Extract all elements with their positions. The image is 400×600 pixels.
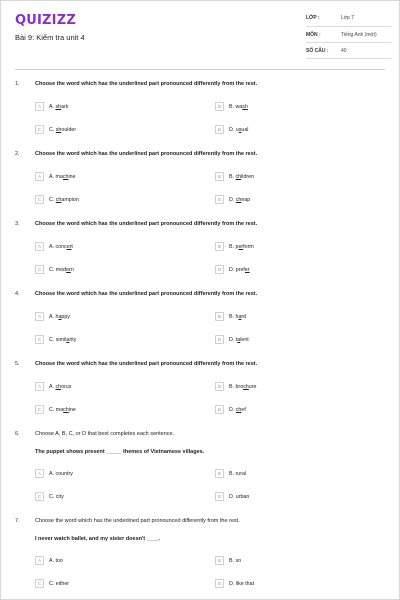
option-letter-box: D: [215, 335, 224, 344]
answer-option-d[interactable]: [215, 125, 248, 134]
option-text: [49, 384, 71, 390]
meta-value: Tiếng Anh (mới): [341, 31, 377, 38]
option-label: B.: [229, 470, 236, 477]
option-label: D.: [229, 336, 236, 343]
option-word-part: ine: [68, 406, 76, 413]
option-letter-box: C: [35, 195, 44, 204]
option-letter-box: A: [35, 556, 44, 565]
option-text: [49, 244, 73, 250]
option-label: D.: [229, 126, 236, 133]
underlined-part: ch: [235, 173, 242, 180]
option-letter-box: A: [35, 312, 44, 321]
option-text: [49, 127, 76, 133]
meta-row-class: [306, 15, 391, 27]
option-text: [229, 267, 250, 273]
option-text: [229, 244, 254, 250]
option-word-part: oulder: [61, 126, 77, 133]
option-word-part: h: [235, 313, 239, 320]
question-number: 3.: [15, 221, 20, 227]
option-word-part: form: [243, 243, 254, 250]
option-word-part: h: [55, 313, 59, 320]
option-label: A.: [49, 313, 56, 320]
question-text: Choose the word which has the underlined part pronounced differently from the rest.: [35, 81, 258, 87]
option-word-part: ine: [68, 173, 76, 180]
answer-option-b[interactable]: [215, 242, 254, 251]
option-text: [229, 337, 249, 343]
option-text: [49, 314, 70, 320]
option-letter-box: C: [35, 125, 44, 134]
option-word-part: ma: [55, 406, 64, 413]
option-text: [49, 337, 76, 343]
underlined-part: ch: [55, 383, 62, 390]
option-letter-box: C: [35, 492, 44, 501]
option-text: [229, 104, 248, 110]
underlined-part: sh: [55, 103, 62, 110]
option-letter-box: C: [35, 579, 44, 588]
answer-option-c[interactable]: [35, 195, 79, 204]
underlined-part: ch: [62, 173, 69, 180]
option-letter-box: C: [35, 265, 44, 274]
answer-option-b[interactable]: [215, 469, 246, 478]
meta-key: MÔN :: [306, 31, 321, 38]
answer-option-d[interactable]: [215, 579, 254, 588]
underlined-part: ch: [55, 196, 62, 203]
answer-option-b[interactable]: [215, 312, 246, 321]
meta-row-count: [306, 43, 391, 59]
answer-option-c[interactable]: [35, 492, 64, 501]
option-label: C.: [49, 406, 56, 413]
underlined-part: a: [237, 336, 241, 343]
option-label: C.: [49, 196, 56, 203]
option-letter-box: A: [35, 382, 44, 391]
option-label: D.: [229, 196, 236, 203]
option-word-part: bro: [235, 383, 244, 390]
option-text: [49, 494, 64, 500]
option-label: A.: [49, 470, 56, 477]
question-text: Choose the word which has the underlined part pronounced differently from the rest.: [35, 518, 240, 524]
option-letter-box: B: [215, 556, 224, 565]
answer-option-a[interactable]: [35, 469, 73, 478]
option-text: [229, 581, 254, 587]
option-text: [49, 174, 76, 180]
option-word-part: n: [70, 266, 74, 273]
underlined-part: sh: [242, 103, 248, 110]
option-text: [229, 174, 254, 180]
option-word-part: too: [55, 557, 63, 564]
option-word-part: rural: [235, 470, 247, 477]
option-label: A.: [49, 103, 56, 110]
option-letter-box: A: [35, 242, 44, 251]
option-word-part: conc: [55, 243, 67, 250]
question-number: 7.: [15, 518, 20, 524]
answer-option-d[interactable]: [215, 492, 249, 501]
meta-key: LỚP :: [306, 15, 320, 21]
option-text: [229, 558, 241, 564]
underlined-part: a: [238, 313, 242, 320]
underlined-part: ch: [63, 406, 69, 413]
underlined-part: er: [66, 266, 71, 273]
option-text: [229, 471, 246, 477]
option-word-part: u: [235, 126, 239, 133]
option-word-part: ppy: [61, 313, 70, 320]
option-label: C.: [49, 266, 56, 273]
worksheet-title: Bài 9: Kiểm tra unit 4: [15, 33, 85, 42]
option-text: [49, 267, 74, 273]
underlined-part: sh: [55, 126, 62, 133]
option-word-part: ampion: [61, 196, 79, 203]
option-label: A.: [49, 173, 56, 180]
answer-option-a[interactable]: [35, 312, 70, 321]
underlined-part: er: [244, 266, 250, 273]
option-label: D.: [229, 266, 236, 273]
answer-option-b[interactable]: [215, 382, 256, 391]
question-number: 5.: [15, 361, 20, 367]
question-number: 2.: [15, 151, 20, 157]
option-label: B.: [229, 243, 236, 250]
option-word-part: eap: [241, 196, 251, 203]
option-letter-box: A: [35, 172, 44, 181]
answer-option-c[interactable]: [35, 335, 76, 344]
option-word-part: lent: [240, 336, 249, 343]
option-label: B.: [229, 313, 236, 320]
option-word-part: p: [235, 243, 239, 250]
meta-value: Lớp 7: [341, 15, 355, 21]
underlined-part: ch: [243, 383, 249, 390]
meta-row-subject: [306, 27, 391, 43]
option-word-part: like that: [235, 580, 255, 587]
option-word-part: urban: [235, 493, 250, 500]
option-letter-box: D: [215, 195, 224, 204]
meta-key: SỐ CÂU :: [306, 47, 329, 54]
option-letter-box: B: [215, 172, 224, 181]
option-text: [49, 581, 69, 587]
option-label: D.: [229, 406, 236, 413]
option-text: [229, 494, 249, 500]
option-letter-box: B: [215, 102, 224, 111]
option-word-part: ual: [241, 126, 249, 133]
quizizz-logo: QUIZIZZ: [15, 13, 76, 28]
question-text: Choose the word which has the underlined part pronounced differently from the rest.: [35, 221, 258, 227]
answer-option-b[interactable]: [215, 102, 248, 111]
option-label: D.: [229, 493, 236, 500]
option-label: A.: [49, 383, 56, 390]
answer-option-c[interactable]: [35, 579, 69, 588]
option-word-part: country: [55, 470, 73, 477]
option-letter-box: D: [215, 125, 224, 134]
option-letter-box: D: [215, 579, 224, 588]
question-text: Choose the word which has the underlined part pronounced differently from the rest.: [35, 291, 258, 297]
option-label: C.: [49, 493, 56, 500]
header-divider: [15, 69, 385, 70]
answer-option-c[interactable]: [35, 125, 76, 134]
answer-option-b[interactable]: [215, 556, 241, 565]
option-word-part: rd: [241, 313, 247, 320]
option-word-part: ure: [248, 383, 257, 390]
option-text: [49, 197, 79, 203]
question-sentence: The puppet shows present _____ themes of Vietnamese villages.: [35, 449, 205, 455]
option-text: [49, 407, 76, 413]
answer-option-a[interactable]: [35, 556, 63, 565]
option-text: [229, 197, 250, 203]
option-letter-box: D: [215, 265, 224, 274]
meta-value: 40: [341, 47, 347, 54]
option-word-part: ma: [55, 173, 63, 180]
question-text: Choose the word which has the underlined part pronounced differently from the rest.: [35, 361, 258, 367]
option-text: [229, 314, 246, 320]
question-number: 1.: [15, 81, 20, 87]
option-text: [49, 558, 63, 564]
question-sentence: I never watch ballet, and my sister doesn't ____.: [35, 536, 161, 542]
answer-option-a[interactable]: [35, 382, 71, 391]
option-word-part: t: [71, 243, 73, 250]
question-text: Choose the word which has the underlined part pronounced differently from the rest.: [35, 151, 258, 157]
option-label: C.: [49, 336, 56, 343]
answer-option-b[interactable]: [215, 172, 254, 181]
option-label: B.: [229, 103, 236, 110]
answer-option-c[interactable]: [35, 405, 76, 414]
underlined-part: er: [66, 243, 72, 250]
option-letter-box: B: [215, 242, 224, 251]
option-word-part: orus: [61, 383, 72, 390]
option-word-part: ildren: [241, 173, 255, 180]
option-text: [49, 104, 68, 110]
underlined-part: a: [58, 313, 62, 320]
option-word-part: so: [235, 557, 242, 564]
option-text: [229, 127, 248, 133]
meta-panel: [306, 15, 391, 59]
option-letter-box: A: [35, 102, 44, 111]
underlined-part: er: [238, 243, 244, 250]
question-text: Choose A, B, C, or D that best completes each sentence.: [35, 431, 175, 437]
option-label: B.: [229, 557, 236, 564]
option-label: B.: [229, 383, 236, 390]
answer-option-a[interactable]: [35, 172, 76, 181]
underlined-part: a: [66, 336, 70, 343]
option-word-part: wa: [235, 103, 243, 110]
option-label: C.: [49, 126, 56, 133]
option-word-part: mod: [55, 266, 67, 273]
question-number: 4.: [15, 291, 20, 297]
option-label: B.: [229, 173, 236, 180]
option-label: A.: [49, 243, 56, 250]
answer-option-d[interactable]: [215, 335, 249, 344]
answer-option-a[interactable]: [35, 242, 73, 251]
option-word-part: simil: [55, 336, 67, 343]
option-label: D.: [229, 580, 236, 587]
option-text: [229, 384, 256, 390]
answer-option-d[interactable]: [215, 405, 246, 414]
answer-option-d[interactable]: [215, 195, 250, 204]
option-word-part: ef: [241, 406, 246, 413]
option-letter-box: C: [35, 405, 44, 414]
option-letter-box: B: [215, 312, 224, 321]
answer-option-d[interactable]: [215, 265, 250, 274]
question-number: 6.: [15, 431, 20, 437]
option-word-part: city: [55, 493, 64, 500]
option-letter-box: D: [215, 492, 224, 501]
option-word-part: either: [55, 580, 70, 587]
answer-option-c[interactable]: [35, 265, 74, 274]
option-letter-box: D: [215, 405, 224, 414]
underlined-part: ch: [235, 196, 242, 203]
option-word-part: pref: [235, 266, 245, 273]
option-label: A.: [49, 557, 56, 564]
answer-option-a[interactable]: [35, 102, 68, 111]
option-letter-box: B: [215, 382, 224, 391]
option-letter-box: B: [215, 469, 224, 478]
option-word-part: rity: [69, 336, 77, 343]
underlined-part: s: [238, 126, 242, 133]
option-word-part: t: [235, 336, 238, 343]
option-word-part: ark: [61, 103, 69, 110]
option-letter-box: A: [35, 469, 44, 478]
underlined-part: ch: [235, 406, 242, 413]
option-letter-box: C: [35, 335, 44, 344]
option-text: [49, 471, 73, 477]
option-label: C.: [49, 580, 56, 587]
option-text: [229, 407, 246, 413]
